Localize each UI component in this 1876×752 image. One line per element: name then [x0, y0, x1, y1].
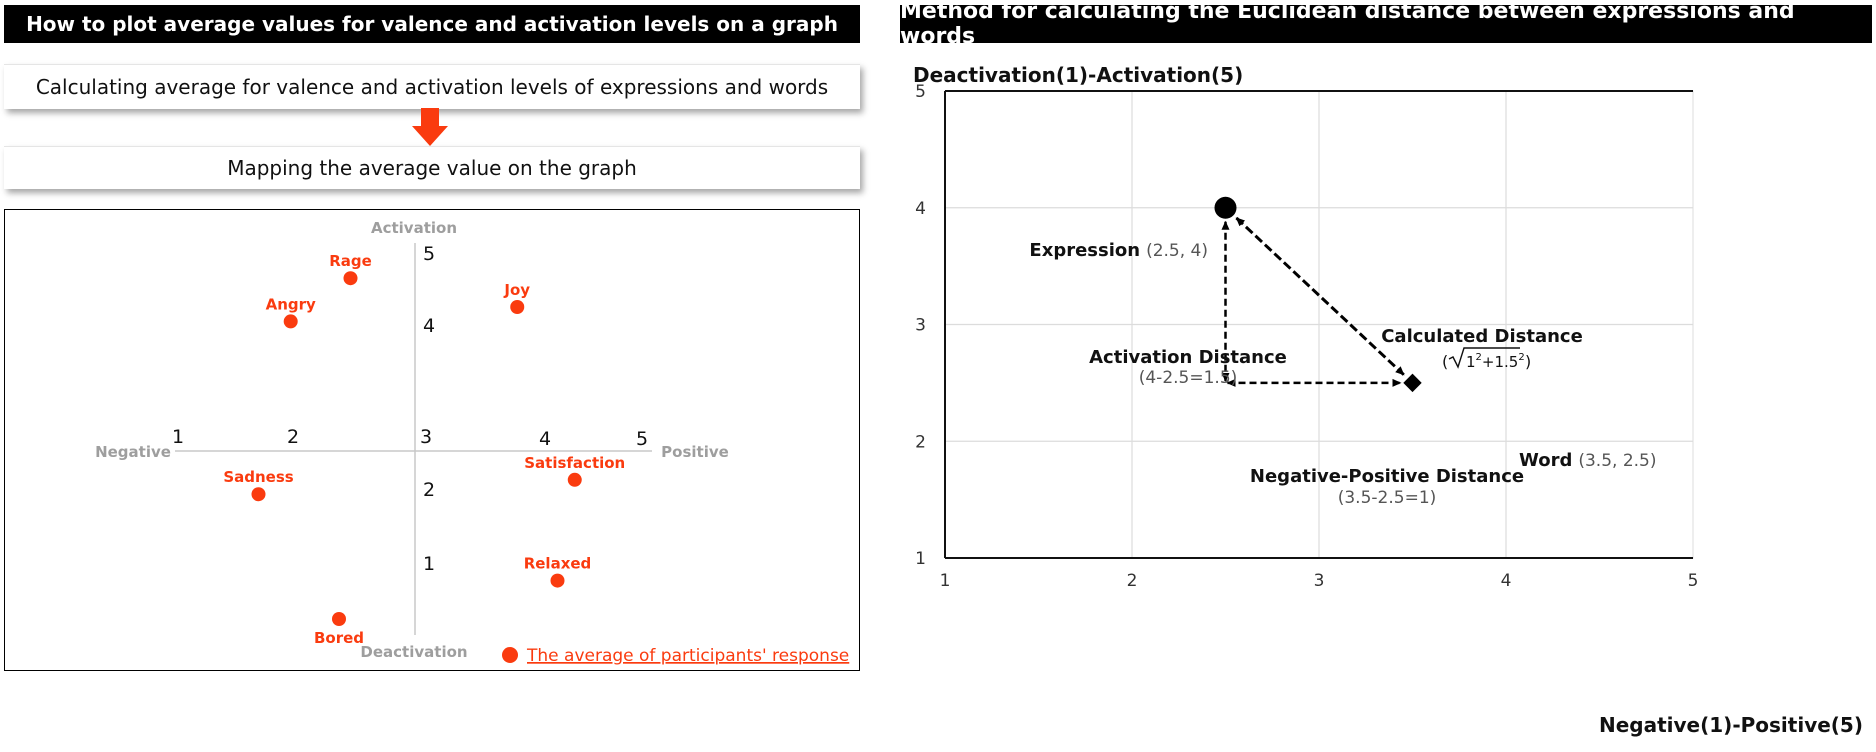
y-axis-title: Deactivation(1)-Activation(5)	[913, 63, 1244, 87]
point-rage	[344, 271, 358, 285]
negative-positive-distance-label: Negative-Positive Distance	[1249, 466, 1525, 487]
left-panel-title: How to plot average values for valence and activation levels on a graph	[4, 5, 860, 43]
formula-close-paren: )	[1525, 352, 1532, 371]
expression-point	[1215, 197, 1237, 219]
x-tick-label: 4	[1500, 571, 1512, 591]
chart-grid	[945, 91, 1693, 558]
point-label: Joy	[504, 281, 531, 299]
y-tick-label: 3	[915, 315, 926, 336]
legend-marker	[502, 647, 518, 663]
x-tick-label: 1	[939, 571, 951, 591]
calculated-distance-formula	[1442, 348, 1531, 371]
formula-open-paren: (	[1442, 352, 1449, 371]
formula-base-1: 1	[1466, 353, 1476, 371]
valence-activation-graph	[5, 210, 859, 670]
negative-positive-distance-formula: (3.5-2.5=1)	[1337, 488, 1437, 508]
euclidean-distance-chart	[900, 52, 1876, 752]
legend-label: The average of participants' response	[527, 646, 850, 666]
point-sadness	[252, 487, 266, 501]
y-tick-label: 5	[915, 82, 926, 102]
point-label: Relaxed	[523, 554, 592, 573]
y-tick-label: 4	[422, 315, 436, 337]
y-tick-label: 2	[422, 479, 436, 501]
y-tick-label: 1	[915, 549, 926, 569]
expression-coordinate: (2.5, 4)	[1146, 241, 1208, 261]
valence-activation-graph-panel	[4, 209, 860, 671]
axis-label-deactivation: Deactivation	[360, 643, 468, 661]
formula-plus: +	[1481, 353, 1495, 371]
expression-label	[1029, 240, 1208, 261]
point-label: Angry	[265, 295, 316, 314]
x-tick-label: 4	[538, 428, 552, 450]
x-tick-label: 2	[1126, 571, 1138, 591]
x-axis-title: Negative(1)-Positive(5)	[1598, 713, 1863, 737]
formula-exp-1: 2	[1475, 352, 1482, 363]
x-tick-label: 2	[286, 426, 300, 448]
x-tick-label: 5	[1687, 571, 1699, 591]
point-relaxed	[551, 574, 565, 588]
point-angry	[284, 314, 298, 328]
point-label: Sadness	[223, 468, 294, 487]
x-tick-label: 3	[1313, 571, 1325, 591]
point-satisfaction	[568, 473, 582, 487]
point-joy	[510, 300, 524, 314]
y-tick-label: 1	[422, 553, 436, 575]
formula-exp-2: 2	[1518, 352, 1525, 363]
response-points	[223, 252, 625, 647]
point-label: Bored	[313, 629, 365, 647]
word-name: Word	[1519, 450, 1573, 471]
formula-body	[1466, 352, 1525, 371]
axis-label-activation: Activation	[370, 219, 458, 237]
expression-name: Expression	[1029, 240, 1141, 261]
y-tick-label: 2	[915, 432, 926, 453]
y-tick-label: 5	[422, 243, 436, 265]
right-panel-title: Method for calculating the Euclidean distance between expressions and words	[900, 5, 1872, 43]
y-tick-label: 4	[915, 198, 926, 219]
word-label	[1519, 450, 1657, 471]
x-tick-label: 3	[419, 426, 433, 448]
axis-label-positive: Positive	[661, 443, 729, 461]
calculated-distance-label: Calculated Distance	[1381, 326, 1583, 347]
point-label: Rage	[329, 252, 372, 271]
point-bored	[332, 612, 346, 626]
activation-distance-label: Activation Distance	[1089, 347, 1287, 368]
x-tick-label: 1	[171, 426, 185, 448]
word-point	[1403, 374, 1421, 392]
point-label: Satisfaction	[524, 453, 626, 472]
word-coordinate: (3.5, 2.5)	[1578, 451, 1657, 471]
x-tick-label: 5	[635, 428, 649, 450]
formula-base-2: 1.5	[1494, 353, 1519, 371]
axis-label-negative: Negative	[95, 443, 171, 461]
down-arrow-icon	[412, 108, 448, 146]
activation-distance-formula: (4-2.5=1.5)	[1138, 368, 1238, 388]
step-calculate-average: Calculating average for valence and activation levels of expressions and words	[4, 64, 860, 109]
step-map-average: Mapping the average value on the graph	[4, 146, 860, 189]
